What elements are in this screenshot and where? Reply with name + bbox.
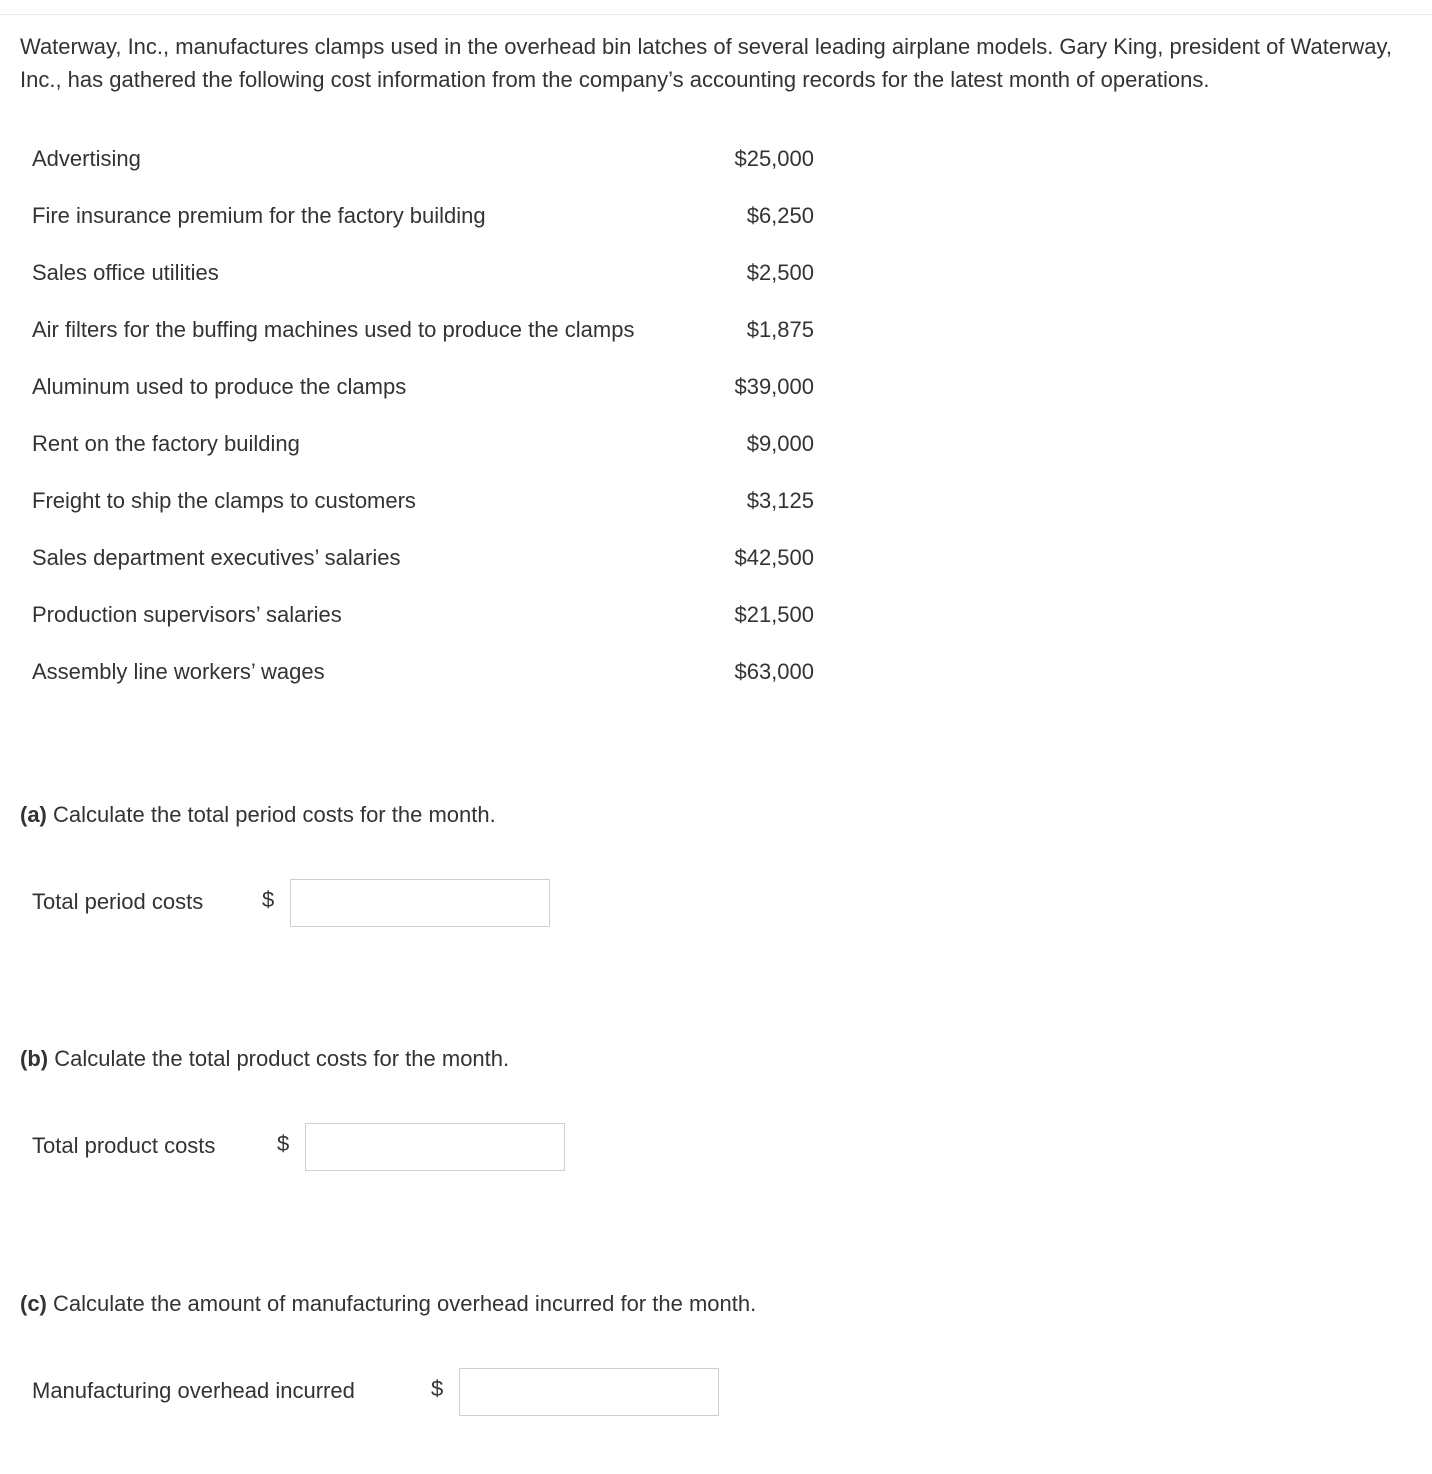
manufacturing-overhead-label: Manufacturing overhead incurred: [32, 1378, 355, 1403]
manufacturing-overhead-input[interactable]: [459, 1368, 719, 1416]
cost-row: [32, 643, 822, 700]
top-divider: [0, 14, 1432, 15]
cost-amount: $2,500: [746, 260, 814, 285]
cost-row: [32, 358, 822, 415]
answer-row-period-costs: [32, 879, 552, 929]
answer-row-manufacturing-overhead: [32, 1368, 732, 1418]
currency-symbol: $: [262, 887, 275, 912]
cost-row: [32, 586, 822, 643]
cost-row: [32, 187, 822, 244]
cost-label: Assembly line workers’ wages: [32, 659, 325, 684]
question-b-text: Calculate the total product costs for the month.: [54, 1046, 510, 1071]
cost-amount: $1,875: [746, 317, 814, 342]
cost-row: [32, 529, 822, 586]
answer-row-product-costs: [32, 1123, 572, 1173]
cost-amount: $9,000: [746, 431, 814, 456]
currency-symbol: $: [431, 1376, 444, 1401]
total-product-costs-label: Total product costs: [32, 1133, 216, 1158]
question-a: [20, 800, 496, 830]
cost-label: Air filters for the buffing machines used to produce the clamps: [32, 317, 635, 342]
question-a-text: Calculate the total period costs for the month.: [53, 802, 496, 827]
problem-intro: Waterway, Inc., manufactures clamps used in the overhead bin latches of several leading airplane models. Gary King, president of Waterway, Inc., has gathered the following cost information from the company’s accounting records for the latest month of operations.: [20, 34, 1393, 92]
cost-row: [32, 415, 822, 472]
question-c-letter: (c): [20, 1291, 47, 1316]
cost-amount: $3,125: [746, 488, 814, 513]
total-product-costs-input[interactable]: [305, 1123, 565, 1171]
total-period-costs-input[interactable]: [290, 879, 550, 927]
cost-row: [32, 301, 822, 358]
cost-label: Sales department executives’ salaries: [32, 545, 401, 570]
cost-amount: $63,000: [734, 659, 814, 684]
question-c-text: Calculate the amount of manufacturing overhead incurred for the month.: [53, 1291, 757, 1316]
question-a-letter: (a): [20, 802, 47, 827]
cost-row: [32, 472, 822, 529]
cost-amount: $25,000: [734, 146, 814, 171]
cost-table: [32, 130, 822, 700]
cost-label: Fire insurance premium for the factory building: [32, 203, 486, 228]
cost-label: Freight to ship the clamps to customers: [32, 488, 416, 513]
question-b: [20, 1044, 509, 1074]
cost-label: Advertising: [32, 146, 141, 171]
cost-label: Sales office utilities: [32, 260, 219, 285]
currency-symbol: $: [277, 1131, 290, 1156]
cost-amount: $42,500: [734, 545, 814, 570]
cost-amount: $21,500: [734, 602, 814, 627]
question-b-letter: (b): [20, 1046, 49, 1071]
cost-row: [32, 130, 822, 187]
cost-row: [32, 244, 822, 301]
question-c: [20, 1289, 756, 1319]
cost-label: Aluminum used to produce the clamps: [32, 374, 407, 399]
cost-label: Rent on the factory building: [32, 431, 300, 456]
cost-amount: $39,000: [734, 374, 814, 399]
cost-amount: $6,250: [746, 203, 814, 228]
total-period-costs-label: Total period costs: [32, 889, 204, 914]
cost-label: Production supervisors’ salaries: [32, 602, 342, 627]
